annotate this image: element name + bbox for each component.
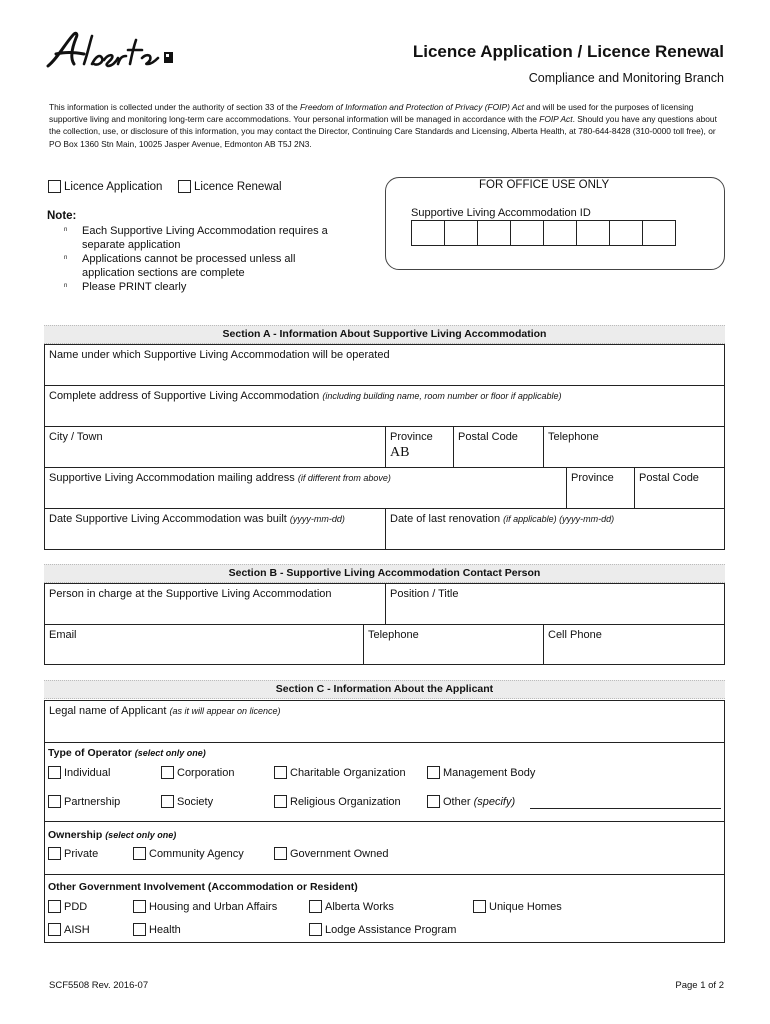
note-heading: Note: bbox=[47, 210, 77, 222]
operator-partnership[interactable]: Partnership bbox=[48, 795, 120, 808]
id-digit-box[interactable] bbox=[610, 221, 643, 245]
form-title: Licence Application / Licence Renewal bbox=[412, 42, 724, 61]
position-title-field[interactable]: Position / Title bbox=[385, 584, 724, 624]
checkbox[interactable] bbox=[161, 795, 174, 808]
id-digit-box[interactable] bbox=[544, 221, 577, 245]
form-number: SCF5508 Rev. 2016-07 bbox=[49, 980, 149, 991]
office-use-title: FOR OFFICE USE ONLY bbox=[479, 179, 610, 191]
id-digit-box[interactable] bbox=[643, 221, 675, 245]
checkbox[interactable] bbox=[48, 923, 61, 936]
alberta-logo bbox=[44, 28, 184, 76]
checkbox[interactable] bbox=[309, 900, 322, 913]
gov-health[interactable]: Health bbox=[133, 923, 181, 936]
contact-person-field[interactable]: Person in charge at the Supportive Living Accommodation bbox=[49, 588, 332, 600]
accommodation-id-field[interactable] bbox=[411, 220, 676, 246]
form-subtitle: Compliance and Monitoring Branch bbox=[528, 71, 724, 85]
checkbox[interactable] bbox=[48, 766, 61, 779]
note-item: n Applications cannot be processed unless all application sections are complete bbox=[64, 253, 296, 279]
id-digit-box[interactable] bbox=[577, 221, 610, 245]
checkbox[interactable] bbox=[133, 900, 146, 913]
section-a-table bbox=[44, 344, 725, 550]
gov-lodge-assistance[interactable]: Lodge Assistance Program bbox=[309, 923, 456, 936]
operator-individual[interactable]: Individual bbox=[48, 766, 110, 779]
date-renovation-field[interactable]: Date of last renovation (if applicable) (yyyy-mm-dd) bbox=[385, 509, 724, 549]
gov-alberta-works[interactable]: Alberta Works bbox=[309, 900, 394, 913]
operator-corporation[interactable]: Corporation bbox=[161, 766, 234, 779]
section-b-heading: Section B - Supportive Living Accommodation Contact Person bbox=[44, 564, 725, 583]
accommodation-address-field[interactable]: Complete address of Supportive Living Accommodation (including building name, room number or floor if applicable) bbox=[49, 390, 562, 402]
ownership-private[interactable]: Private bbox=[48, 847, 98, 860]
checkbox[interactable] bbox=[274, 766, 287, 779]
section-c-heading: Section C - Information About the Applicant bbox=[44, 680, 725, 699]
operator-other[interactable]: Other (specify) bbox=[427, 795, 515, 808]
accommodation-id-label: Supportive Living Accommodation ID bbox=[411, 207, 591, 219]
gov-aish[interactable]: AISH bbox=[48, 923, 90, 936]
checkbox[interactable] bbox=[48, 847, 61, 860]
checkbox[interactable] bbox=[161, 766, 174, 779]
id-digit-box[interactable] bbox=[511, 221, 544, 245]
operator-type-heading: Type of Operator (select only one) bbox=[48, 747, 206, 759]
section-b-table bbox=[44, 583, 725, 665]
gov-pdd[interactable]: PDD bbox=[48, 900, 87, 913]
province-field[interactable]: Province AB bbox=[385, 427, 453, 467]
licence-renewal-option[interactable]: Licence Renewal bbox=[178, 180, 282, 193]
section-a-heading: Section A - Information About Supportive Living Accommodation bbox=[44, 325, 725, 344]
mailing-province-field[interactable]: Province bbox=[566, 468, 634, 508]
checkbox[interactable] bbox=[274, 847, 287, 860]
city-field[interactable]: City / Town bbox=[49, 431, 103, 443]
id-digit-box[interactable] bbox=[478, 221, 511, 245]
checkbox[interactable] bbox=[427, 766, 440, 779]
ownership-heading: Ownership (select only one) bbox=[48, 829, 177, 841]
checkbox[interactable] bbox=[309, 923, 322, 936]
email-field[interactable]: Email bbox=[49, 629, 77, 641]
gov-housing-urban-affairs[interactable]: Housing and Urban Affairs bbox=[133, 900, 277, 913]
postal-code-field[interactable]: Postal Code bbox=[453, 427, 543, 467]
checkbox[interactable] bbox=[48, 900, 61, 913]
note-item: n Each Supportive Living Accommodation requires a separate application bbox=[64, 225, 328, 251]
cell-phone-field[interactable]: Cell Phone bbox=[543, 625, 724, 664]
licence-application-checkbox[interactable] bbox=[48, 180, 61, 193]
telephone-field[interactable]: Telephone bbox=[543, 427, 724, 467]
operator-management-body[interactable]: Management Body bbox=[427, 766, 535, 779]
government-involvement-heading: Other Government Involvement (Accommodation or Resident) bbox=[48, 881, 358, 893]
operator-society[interactable]: Society bbox=[161, 795, 213, 808]
other-specify-input[interactable] bbox=[530, 808, 721, 809]
licence-application-option[interactable]: Licence Application bbox=[48, 180, 162, 193]
mailing-address-field[interactable]: Supportive Living Accommodation mailing address (if different from above) bbox=[49, 472, 391, 484]
page-number: Page 1 of 2 bbox=[675, 980, 724, 991]
id-digit-box[interactable] bbox=[412, 221, 445, 245]
checkbox[interactable] bbox=[274, 795, 287, 808]
checkbox[interactable] bbox=[427, 795, 440, 808]
privacy-notice: This information is collected under the authority of section 33 of the Freedom of Information and Protection of Privacy (FOIP) Act and will be used for the purposes of licensing supportive living and monitoring long-term care accommodations. Your personal information will be managed in accordance with the FOIP Act. Should you have any questions about the collection, use, or disclosure of this information, you may contact the Director, Continuing Care Standards and Licensing, Alberta Health, at 780-644-8428 (310-0000 toll free), or PO Box 1360 Stn Main, 10025 Jasper Avenue, Edmonton AB T5J 2N3. bbox=[49, 102, 717, 149]
checkbox[interactable] bbox=[133, 847, 146, 860]
date-built-field[interactable]: Date Supportive Living Accommodation was built (yyyy-mm-dd) bbox=[49, 513, 345, 525]
mailing-postal-code-field[interactable]: Postal Code bbox=[634, 468, 724, 508]
licence-renewal-checkbox[interactable] bbox=[178, 180, 191, 193]
operator-religious[interactable]: Religious Organization bbox=[274, 795, 401, 808]
checkbox[interactable] bbox=[48, 795, 61, 808]
ownership-government[interactable]: Government Owned bbox=[274, 847, 388, 860]
checkbox[interactable] bbox=[133, 923, 146, 936]
note-item: n Please PRINT clearly bbox=[64, 281, 187, 293]
legal-name-field[interactable]: Legal name of Applicant (as it will appear on licence) bbox=[44, 700, 725, 743]
operator-charitable[interactable]: Charitable Organization bbox=[274, 766, 406, 779]
id-digit-box[interactable] bbox=[445, 221, 478, 245]
gov-unique-homes[interactable]: Unique Homes bbox=[473, 900, 562, 913]
ownership-community-agency[interactable]: Community Agency bbox=[133, 847, 244, 860]
checkbox[interactable] bbox=[473, 900, 486, 913]
note-list bbox=[64, 224, 342, 294]
accommodation-name-field[interactable]: Name under which Supportive Living Accommodation will be operated bbox=[49, 349, 390, 361]
contact-telephone-field[interactable]: Telephone bbox=[363, 625, 543, 664]
